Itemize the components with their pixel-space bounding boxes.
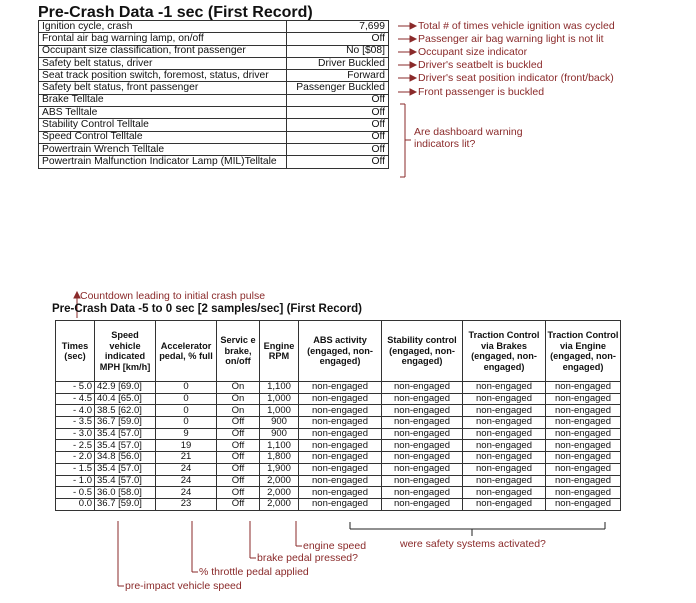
annotation-occupant-size: Occupant size indicator [418, 46, 528, 58]
record2-cell: 36.7 [59.0] [95, 498, 156, 510]
record1-label: Frontal air bag warning lamp, on/off [39, 33, 287, 45]
annotation-throttle: % throttle pedal applied [199, 566, 309, 578]
record2-cell: Off [217, 475, 260, 487]
record1-value: Driver Buckled [287, 57, 389, 69]
record2-cell: non-engaged [546, 487, 621, 499]
record2-row [56, 440, 621, 452]
record2-cell: 34.8 [56.0] [95, 452, 156, 464]
record2-cell: non-engaged [382, 382, 463, 394]
record2-cell: non-engaged [299, 428, 382, 440]
record2-cell: - 0.5 [56, 487, 95, 499]
record2-cell: 35.4 [57.0] [95, 440, 156, 452]
record2-cell: non-engaged [546, 440, 621, 452]
record2-cell: non-engaged [463, 487, 546, 499]
record2-row [56, 463, 621, 475]
record2-cell: 36.7 [59.0] [95, 417, 156, 429]
record1-value: Forward [287, 70, 389, 82]
annotation-airbag-lamp: Passenger air bag warning light is not lit [418, 33, 604, 45]
record2-cell: non-engaged [382, 452, 463, 464]
record2-cell: 38.5 [62.0] [95, 405, 156, 417]
record2-cell: non-engaged [546, 463, 621, 475]
record2-cell: 1,100 [260, 382, 299, 394]
record1-value: 7,699 [287, 21, 389, 33]
record1-value: Off [287, 143, 389, 155]
record2-cell: non-engaged [463, 405, 546, 417]
record1-label: Safety belt status, front passenger [39, 82, 287, 94]
record1-value: Off [287, 131, 389, 143]
record2-cell: - 2.0 [56, 452, 95, 464]
record2-header: Engine RPM [260, 321, 299, 382]
annotation-driver-belt: Driver's seatbelt is buckled [418, 59, 543, 71]
record2-cell: non-engaged [382, 393, 463, 405]
record2-cell: 1,100 [260, 440, 299, 452]
annotation-safety-systems: were safety systems activated? [400, 538, 546, 550]
record1-value: Off [287, 119, 389, 131]
record2-cell: non-engaged [463, 382, 546, 394]
record2-cell: non-engaged [546, 382, 621, 394]
record2-cell: On [217, 405, 260, 417]
record1-label: ABS Telltale [39, 107, 287, 119]
record2-cell: 23 [156, 498, 217, 510]
record2-row [56, 475, 621, 487]
record2-cell: non-engaged [299, 393, 382, 405]
record2-cell: Off [217, 440, 260, 452]
record1-label: Speed Control Telltale [39, 131, 287, 143]
record2-cell: 19 [156, 440, 217, 452]
record1-value: Off [287, 107, 389, 119]
record2-cell: On [217, 382, 260, 394]
record1-label: Brake Telltale [39, 94, 287, 106]
record1-value: Off [287, 94, 389, 106]
record2-header: Speed vehicle indicated MPH [km/h] [95, 321, 156, 382]
record2-cell: non-engaged [299, 452, 382, 464]
record2-cell: non-engaged [463, 428, 546, 440]
record2-cell: - 5.0 [56, 382, 95, 394]
record2-cell: non-engaged [299, 417, 382, 429]
record2-cell: 1,800 [260, 452, 299, 464]
record2-header: Times (sec) [56, 321, 95, 382]
record2-cell: non-engaged [382, 487, 463, 499]
annotation-speed: pre-impact vehicle speed [125, 580, 242, 592]
record1-value: No [$08] [287, 45, 389, 57]
record2-header: Traction Control via Engine (engaged, non-engaged) [546, 321, 621, 382]
record2-cell: - 3.5 [56, 417, 95, 429]
record2-cell: non-engaged [463, 498, 546, 510]
record1-title: Pre-Crash Data -1 sec (First Record) [38, 4, 313, 21]
annotation-ignition: Total # of times vehicle ignition was cycled [418, 20, 615, 32]
record2-cell: 35.4 [57.0] [95, 463, 156, 475]
record2-cell: non-engaged [299, 475, 382, 487]
record2-cell: non-engaged [299, 498, 382, 510]
record2-cell: non-engaged [546, 452, 621, 464]
record2-header: Accelerator pedal, % full [156, 321, 217, 382]
record1-value: Off [287, 156, 389, 168]
record2-row [56, 393, 621, 405]
record2-title: Pre-Crash Data -5 to 0 sec [2 samples/sec] (First Record) [52, 303, 362, 315]
record2-cell: - 1.0 [56, 475, 95, 487]
record2-cell: non-engaged [463, 393, 546, 405]
record2-cell: non-engaged [546, 417, 621, 429]
record2-cell: 0 [156, 417, 217, 429]
record2-cell: - 1.5 [56, 463, 95, 475]
record2-cell: - 3.0 [56, 428, 95, 440]
record1-label: Ignition cycle, crash [39, 21, 287, 33]
record2-cell: non-engaged [382, 440, 463, 452]
record2-cell: non-engaged [382, 417, 463, 429]
record2-header: Stability control (engaged, non-engaged) [382, 321, 463, 382]
record2-cell: - 2.5 [56, 440, 95, 452]
record2-header: Servic e brake, on/off [217, 321, 260, 382]
record2-cell: 0 [156, 405, 217, 417]
record2-cell: Off [217, 452, 260, 464]
record2-cell: non-engaged [546, 405, 621, 417]
record2-cell: 900 [260, 428, 299, 440]
record2-cell: non-engaged [299, 440, 382, 452]
annotation-brake: brake pedal pressed? [257, 552, 358, 564]
annotation-engine-speed: engine speed [303, 540, 367, 552]
record2-cell: non-engaged [382, 475, 463, 487]
annotation-passenger-belt: Front passenger is buckled [418, 86, 545, 98]
record1-label: Safety belt status, driver [39, 57, 287, 69]
record2-cell: 36.0 [58.0] [95, 487, 156, 499]
annotation-telltales: Are dashboard warning indicators lit? [414, 126, 523, 150]
record2-cell: 1,000 [260, 405, 299, 417]
record2-cell: non-engaged [463, 452, 546, 464]
record2-cell: 24 [156, 475, 217, 487]
record1-label: Powertrain Malfunction Indicator Lamp (MIL)Telltale [39, 156, 287, 168]
record2-cell: Off [217, 487, 260, 499]
record2-cell: 0.0 [56, 498, 95, 510]
record2-cell: 24 [156, 463, 217, 475]
record2-cell: 35.4 [57.0] [95, 428, 156, 440]
record2-cell: - 4.5 [56, 393, 95, 405]
record2-table [55, 320, 621, 511]
record2-cell: 0 [156, 382, 217, 394]
record1-value: Passenger Buckled [287, 82, 389, 94]
record2-cell: On [217, 393, 260, 405]
record2-cell: non-engaged [382, 463, 463, 475]
record2-cell: non-engaged [382, 498, 463, 510]
record1-label: Powertrain Wrench Telltale [39, 143, 287, 155]
record2-row [56, 417, 621, 429]
record1-label: Occupant size classification, front passenger [39, 45, 287, 57]
record2-cell: Off [217, 463, 260, 475]
record2-row [56, 405, 621, 417]
record2-cell: non-engaged [463, 475, 546, 487]
record2-row [56, 498, 621, 510]
record2-cell: non-engaged [546, 498, 621, 510]
record2-cell: non-engaged [463, 440, 546, 452]
record2-cell: 900 [260, 417, 299, 429]
record2-cell: 0 [156, 393, 217, 405]
record2-cell: non-engaged [382, 405, 463, 417]
record2-row [56, 487, 621, 499]
record2-cell: 2,000 [260, 498, 299, 510]
record2-cell: non-engaged [382, 428, 463, 440]
record2-cell: 24 [156, 487, 217, 499]
record2-cell: non-engaged [463, 463, 546, 475]
record2-cell: 2,000 [260, 487, 299, 499]
record2-cell: non-engaged [299, 405, 382, 417]
record2-cell: 2,000 [260, 475, 299, 487]
record2-cell: Off [217, 428, 260, 440]
record2-cell: non-engaged [546, 428, 621, 440]
record2-cell: 9 [156, 428, 217, 440]
record2-row [56, 452, 621, 464]
record2-cell: non-engaged [463, 417, 546, 429]
record2-cell: non-engaged [546, 393, 621, 405]
record2-row [56, 382, 621, 394]
record2-cell: 1,900 [260, 463, 299, 475]
record2-header: Traction Control via Brakes (engaged, non-engaged) [463, 321, 546, 382]
record2-cell: Off [217, 498, 260, 510]
record2-cell: non-engaged [546, 475, 621, 487]
record1-label: Stability Control Telltale [39, 119, 287, 131]
record2-cell: 35.4 [57.0] [95, 475, 156, 487]
record2-cell: 1,000 [260, 393, 299, 405]
annotation-seat-position: Driver's seat position indicator (front/back) [418, 72, 614, 84]
record1-value: Off [287, 33, 389, 45]
record2-cell: 42.9 [69.0] [95, 382, 156, 394]
record2-cell: 40.4 [65.0] [95, 393, 156, 405]
record2-cell: non-engaged [299, 487, 382, 499]
record2-row [56, 428, 621, 440]
record2-header: ABS activity (engaged, non-engaged) [299, 321, 382, 382]
annotation-countdown: Countdown leading to initial crash pulse [80, 290, 266, 302]
record2-cell: 21 [156, 452, 217, 464]
record2-cell: non-engaged [299, 382, 382, 394]
record2-cell: Off [217, 417, 260, 429]
record2-cell: non-engaged [299, 463, 382, 475]
record2-cell: - 4.0 [56, 405, 95, 417]
record1-label: Seat track position switch, foremost, status, driver [39, 70, 287, 82]
